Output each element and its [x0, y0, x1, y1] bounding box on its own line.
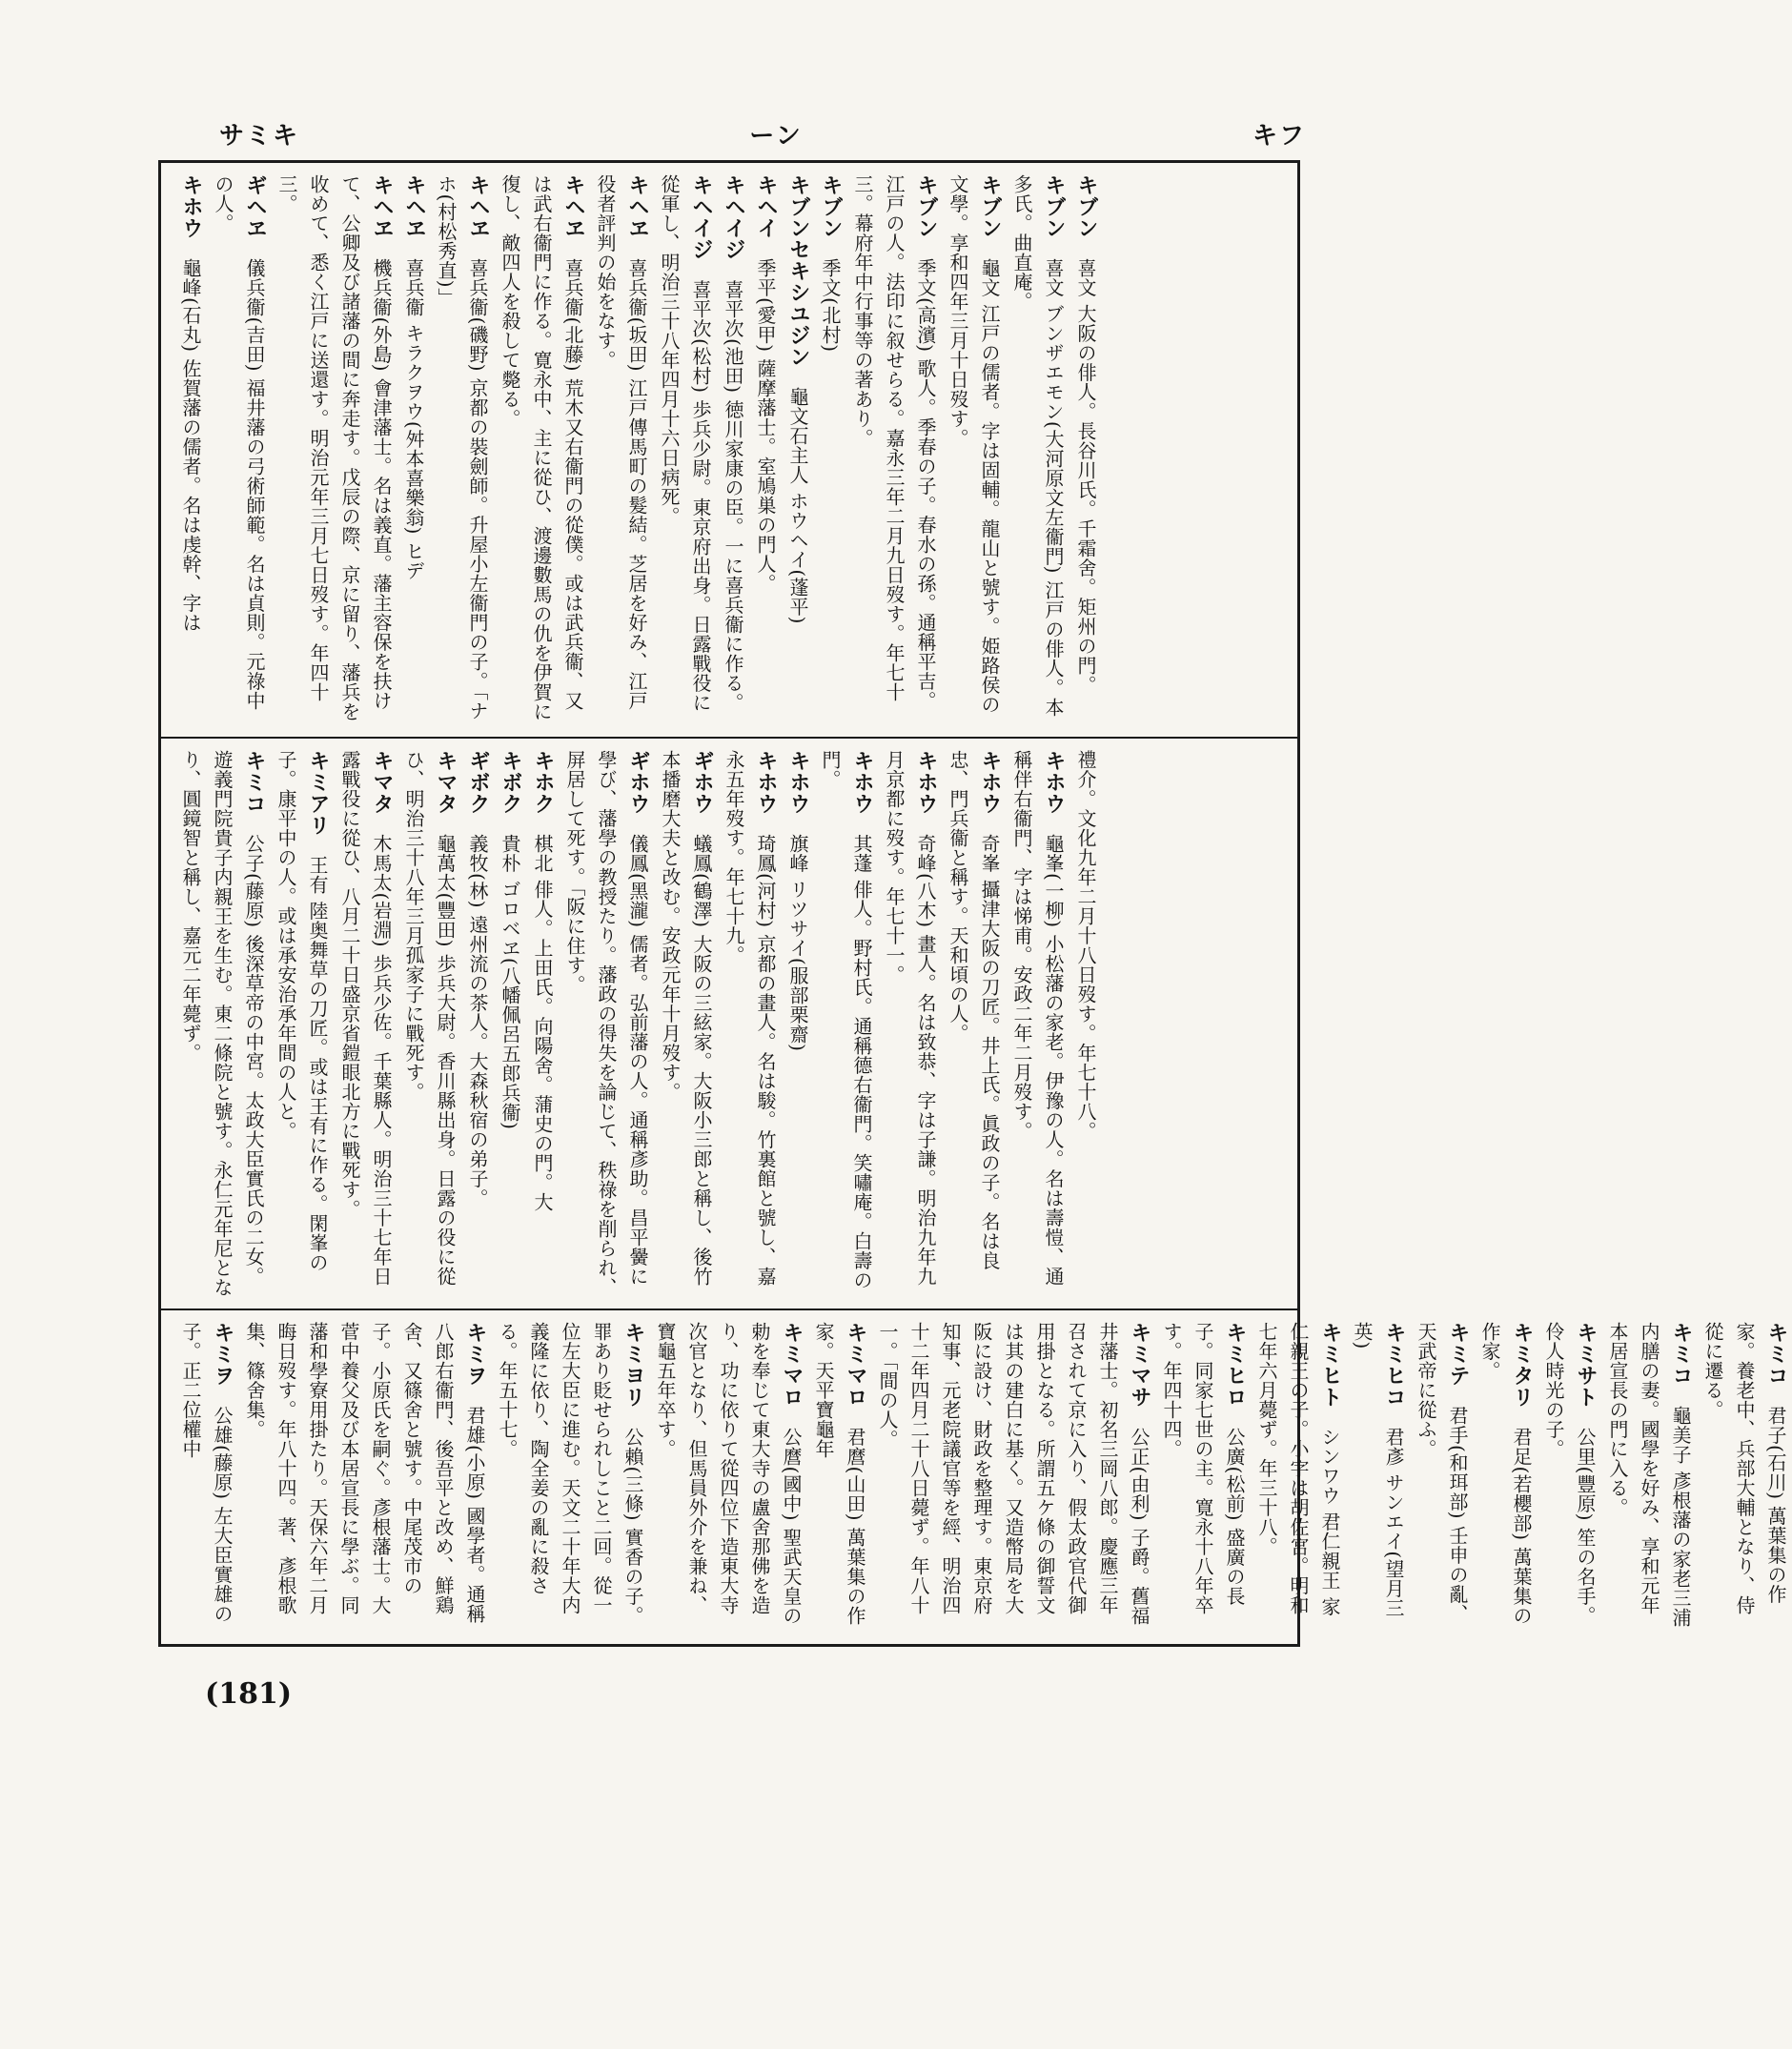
section-top: [161, 163, 1297, 739]
entries-column: [174, 750, 1102, 1297]
entry: キヘヱ 喜兵衞 キラクヲウ(舛本喜樂翁) ヒデ: [402, 174, 426, 580]
entry: ギヘヱ 儀兵衞(吉田) 福井藩の弓術師範。名は貞則。元祿中の人。: [212, 174, 267, 711]
entry: キヘヱ 喜兵衞(坂田) 江戸傳馬町の髮結。芝居を好み、江戸役者評判の始をなす。: [594, 174, 649, 711]
entry: キマタ 木馬太(岩淵) 歩兵少佐。千葉縣人。明治三十七年日露戰役に從ひ、八月二十日盛京省鎧眼北方に戰死す。: [338, 750, 394, 1287]
entry: キブン 龜文 江戸の儒者。字は固輔。龍山と號す。姫路侯の文學。享和四年三月十日歿す。: [947, 174, 1002, 715]
entry: キミヲ 公雄(藤原) 左大臣實雄の子。正二位權中: [179, 1322, 234, 1624]
entry: キブンセキシユジン 龜文石主人 ホウヘイ(蓬平): [786, 174, 810, 624]
entry: キミマロ 君麿(山田) 萬葉集の作家。天平寶龜年: [812, 1322, 867, 1626]
entry: キミヒコ 君彥 サンエイ(望月三英): [1351, 1322, 1406, 1618]
section-middle: [161, 739, 1297, 1310]
entry: キミマロ 公麿(國中) 聖武天皇の勅を奉じて東大寺の盧舍那佛を造り、功に依りて從四位下造東大寺次官となり、但馬員外介を兼ね、寶龜五年卒す。: [654, 1322, 804, 1626]
entries-column: [174, 1322, 1792, 1633]
running-header: [219, 116, 1306, 154]
entry: キブン 季文(高濱) 歌人。季春の子。春水の孫。通稱平吉。江戸の人。法印に叙せらる。嘉永三年二月九日歿す。年七十三。幕府年中行事等の著あり。: [851, 174, 938, 711]
entry: キブン 喜文 大阪の俳人。長谷川氏。千霜舍。矩州の門。: [1074, 174, 1098, 695]
entry: キヘイジ 喜平次(松村) 歩兵少尉。東京府出身。日露戰役に從軍し、明治三十八年四月十六日病死。: [658, 174, 713, 713]
entry: キホウ 琦鳳(河村) 京都の畫人。名は駿。竹裏館と號し、嘉永五年歿す。年七十九。: [723, 750, 778, 1287]
header-mid: ーン: [749, 122, 803, 151]
entry: キホウ 龜峰(石丸) 佐賀藩の儒者。名は虔幹、字は: [179, 174, 203, 633]
entry: キミアリ 王有 陸奥舞草の刀匠。或は王有に作る。閑峯の子。康平中の人。或は承安治承年間の人と。: [275, 750, 330, 1272]
entry: キミヒロ 公廣(松前) 盛廣の長子。同家七世の主。寛永十八年卒す。年四十四。: [1160, 1322, 1247, 1615]
entry: キミコ 君子(石川) 萬葉集の作家。養老中、兵部大輔となり、侍從に遷る。: [1701, 1322, 1788, 1615]
entry: キホウ 龜峯(一柳) 小松藩の家老。伊豫の人。名は壽愷、通稱伴右衞門、字は悌甫。安政二年二月歿す。: [1010, 750, 1066, 1287]
entry: キヘイジ 喜平次(池田) 徳川家康の臣。一に喜兵衞に作る。: [722, 174, 745, 713]
entry: キボク 貴朴 ゴロベヱ(八幡佩呂五郎兵衞): [499, 750, 522, 1130]
entry: キホウ 奇峯 攝津大阪の刀匠。井上氏。眞政の子。名は良忠、門兵衞と稱す。天和頃の人。: [947, 750, 1002, 1270]
entry: キミサト 公里(豐原) 笙の名手。伶人時光の子。: [1542, 1322, 1598, 1626]
entries-column: [174, 174, 1102, 725]
section-bottom: [161, 1310, 1788, 1644]
entry: 禮介。文化九年二月十八日歿す。年七十八。: [1074, 750, 1097, 1141]
entry: ギボク 義牧(林) 遠州流の茶人。大森秋宿の弟子。: [466, 750, 490, 1208]
header-right: キフ: [1252, 122, 1306, 151]
entry: キミテ 君手(和珥部) 壬申の亂、天武帝に從ふ。: [1415, 1322, 1470, 1624]
entry: キホウ 其蓬 俳人。野村氏。通稱德右衞門。笑嘯庵。白壽の門。: [819, 750, 874, 1290]
entry: ギホウ 儀鳳(黑瀧) 儒者。弘前藩の人。通稱彥助。昌平黌に學び、藩學の教授たり。藩政の得失を論じて、秩祿を削られ、屏居して死す。「阪に住す。: [563, 750, 650, 1297]
header-left: サミキ: [219, 122, 300, 151]
entry: キホク 棋北 俳人。上田氏。向陽舍。蒲史の門。大: [531, 750, 555, 1212]
entry: キヘヱ 喜兵衞(北藤) 荒木又右衞門の從僕。或は武兵衞、又は武右衞門に作る。寛永中、主に從ひ、渡邊數馬の仇を伊賀に復し、敵四人を殺して斃る。: [499, 174, 585, 721]
page-number: (181): [205, 1677, 293, 1711]
entry: キホウ 旗峰 リツサイ(服部栗齋): [786, 750, 810, 1052]
entry: キヘイ 季平(愛甲) 薩摩藩士。室鳩巣の門人。: [754, 174, 778, 594]
entry: キミコ 龜美子 彥根藩の家老三浦内膳の妻。國學を好み、享和元年本居宣長の門に入る。: [1606, 1322, 1693, 1628]
entry: キミコ 公子(藤原) 後深草帝の中宮。太政大臣實氏の二女。遊義門院貴子内親王を生む。東二條院と號す。永仁元年尼となり、圓鏡智と稱し、嘉元二年薨ず。: [179, 750, 266, 1297]
entry: キブン 季文(北村): [819, 174, 843, 353]
entry: キヘヱ 喜兵衞(磯野) 京都の裝劍師。升屋小左衞門の子。「ナホ(村松秀直)」: [435, 174, 490, 720]
entry: キミマサ 公正(由利) 子爵。舊福井藩士。初名三岡八郎。慶應三年召されて京に入り、假太政官代御用掛となる。所謂五ケ條の御誓文は其の建白に基く。又造幣局を大阪に設け、財政を整理す。東京府知事、元老院議官等を經、明治四十二年四月二十八日薨ず。年八十一。「間の人。: [876, 1322, 1151, 1626]
entry: キマタ 龜萬太(豐田) 歩兵大尉。香川縣出身。日露の役に從ひ、明治三十八年三月孤家子に戰死す。: [402, 750, 458, 1287]
entry: キミヒト シンワウ 君仁親王 家仁親王の子。小字は胡佐宮。明和七年六月薨ず。年三十八。: [1255, 1322, 1342, 1616]
entry: キミヨリ 公賴(三條) 實香の子。罪あり貶せられしこと二回。從一位左大臣に進む。天文二十年大内義隆に依り、陶全姜の亂に殺さる。年五十七。: [496, 1322, 645, 1626]
entry: キヘヱ 機兵衞(外島) 會津藩士。名は義直。藩主容保を扶けて、公卿及び諸藩の間に奔走す。戊辰の際、京に留り、藩兵を收めて、悉く江戸に送還す。明治元年三月七日歿す。年四十三。: [275, 174, 394, 721]
entry: キブン 喜文 ブンザエモン(大河原文左衞門) 江戸の俳人。本多氏。曲直庵。: [1010, 174, 1066, 718]
entry: キミヲ 君雄(小原) 國學者。通稱八郎右衞門、後吾平と改め、鮮鶏舍、又篠舍と號す。中尾茂市の子。小原氏を嗣ぐ。彥根藩士。大菅中養父及び本居宣長に學ぶ。同藩和學寮用掛たり。天保六年二月晦日歿す。年八十四。著、彥根歌集、篠舍集。: [243, 1322, 487, 1624]
entry: キミタリ 君足(若櫻部) 萬葉集の作家。: [1478, 1322, 1534, 1626]
entry: キホウ 奇峰(八木) 畫人。名は致恭、字は子謙。明治九年九月京都に歿す。年七十一。: [883, 750, 938, 1287]
entry: ギホウ 蟻鳳(鶴澤) 大阪の三絃家。大阪小三郎と稱し、後竹本播磨大夫と改む。安政元年十月歿す。: [659, 750, 714, 1287]
dictionary-frame: [158, 160, 1788, 1647]
